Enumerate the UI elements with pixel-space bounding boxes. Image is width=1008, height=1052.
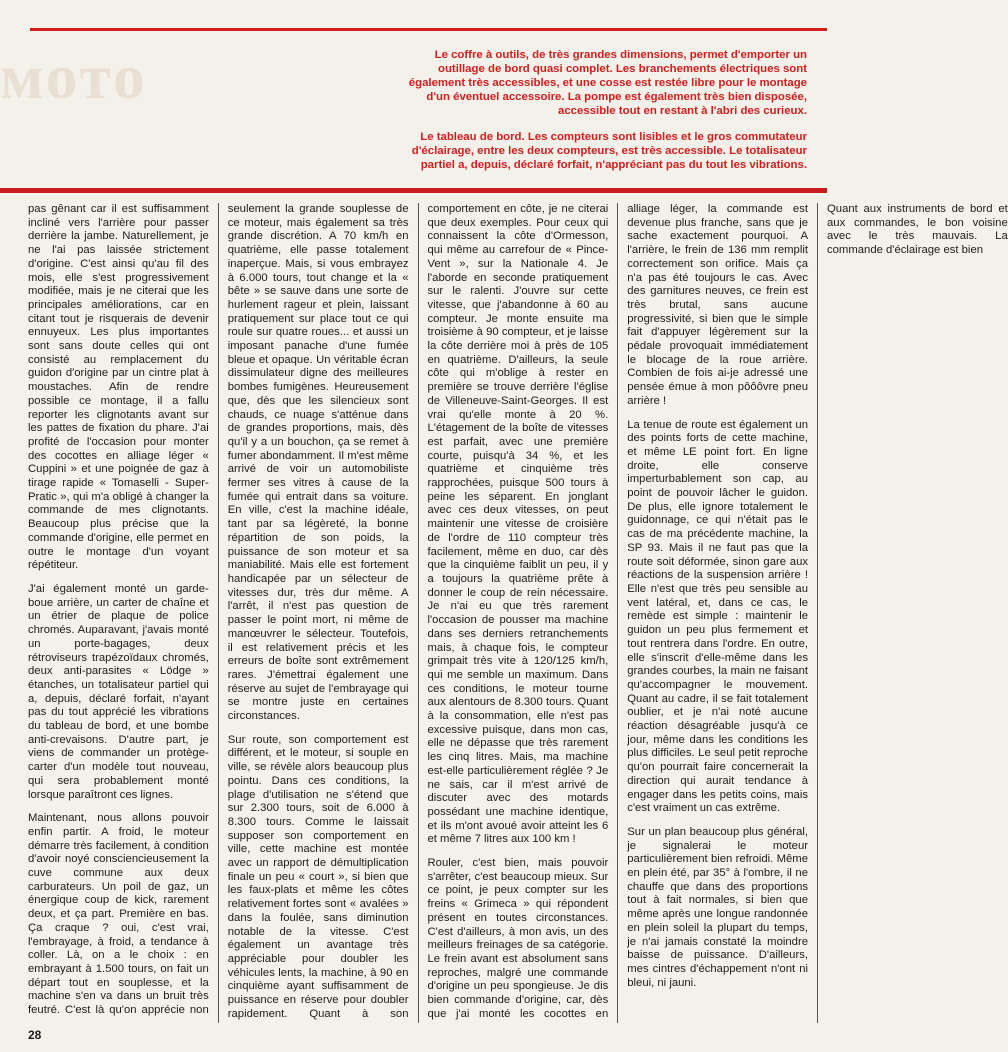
article-paragraph: J'ai également monté un garde-boue arrière, un carter de chaîne et un étrier de plaque de police chromés. Auparavant, j'avais monté un porte-bagages, deux rétroviseurs trapézoïdaux chromés, deux anti-parasites « Lödge » étanches, un totalisateur partiel qui a, depuis, déclaré forfait, n'ayant pas du tout apprécié les vibrations du tableau de bord, et une bombe anti-crevaisons. D'autre part, je viens de commander un protège-carter d'un modèle tout nouveau, qui sera probablement monté lorsque paraîtront ces lignes. — [28, 582, 209, 801]
article-body — [28, 203, 1008, 1023]
photo-bottom-band — [0, 188, 827, 193]
top-red-rule — [30, 28, 827, 31]
photo-caption-dashboard: Le tableau de bord. Les compteurs sont lisibles et le gros commutateur d'éclairage, entre les deux compteurs, est très accessible. Le totalisateur partiel a, depuis, déclaré forfait, n'appréciant pas du tout les vibrations. — [411, 131, 807, 171]
article-paragraph: Sur route, son comportement est différent, et le moteur, si souple en ville, se révèle alors beaucoup plus pointu. Dans ces conditions, la plage d'utilisation ne s'étend que sur 2.300 tours, soit de 6.000 à 8.300 tours. Comme le laissait supposer son comportement en ville, cette machine est montée avec un rapport de démultiplication finale un peu « court », si bien que les faux-plats et même les côtes relativement fortes sont « avalées » dans la foulée, sans diminution notable de la vitesse. C'est également un avantage très appréciable pour doubler les véhicules lents, la machine, à 90 en cinquième ayant suffisamment de puissance en réserve pour doubler rapidement. Quant à son comportement en côte, je ne citerai que deux exemples. Pour ceux qui connaissent la côte d'Ormesson, qui même au carrefour de « Pince-Vent », sur la Nationale 4. Je l'aborde en seconde pratiquement sur le ralenti. J'ouvre sur cette vitesse, que j'abandonne à 60 au compteur. Je monte ensuite ma troisième à 90 compteur, et je laisse la côte derrière moi à près de 105 en quatrième. D'ailleurs, la seule côte qui m'oblige à rester en première se trouve derrière l'église de Villeneuve-Saint-Georges. Il est vrai qu'elle monte à 20 %. L'étagement de la boîte de vitesses est parfait, avec une première courte, puisqu'à 34 %, et les quatrième et cinquième très rapprochées, puisque 500 tours à peine les séparent. En jonglant avec ces deux vitesses, on peut maintenir une vitesse de croisière de l'ordre de 110 compteur très facilement, même en duo, car dès que la cinquième faiblit un peu, il y a toujours la quatrième prête à donner le coup de rein nécessaire. Je n'ai eu que très rarement l'occasion de pousser ma machine dans ses derniers retranchements mais, à chaque fois, le compteur grimpait très vite à 120/125 km/h, qui me semble un maximum. Dans ces conditions, le moteur tourne aux alentours de 8.300 tours. Quant à la consommation, elle n'est pas excessive puisque, dans mon cas, elle ne dépasse que très rarement les cinq litres. Mais, ma machine est-elle particulièrement réglée ? Je ne sais, car il m'est arrivé de discuter avec des motards possédant une machine identique, et ils m'ont avoué avoir atteint les 6 et même 7 litres aux 100 km ! — [227, 203, 609, 1020]
photo-caption-tool-box: Le coffre à outils, de très grandes dimensions, permet d'emporter un outillage de bord quasi complet. Les branchements électriques sont également très accessibles, et une cosse est restée libre pour le montage d'un éventuel accessoire. La pompe est également très bien disposée, accessible tout en restant à l'abri des curieux. — [408, 49, 807, 117]
page-number: 28 — [28, 1028, 42, 1042]
article-paragraph: La tenue de route est également un des points forts de cette machine, et même LE point fort. En ligne droite, elle conserve imperturbablement son cap, au point de pouvoir lâcher le guidon. De plus, elle ignore totalement le guidonnage, ce qui n'était pas le cas de ma précédente machine, la SP 93. Mais il ne faut pas que la route soit déformée, sinon gare aux réactions de la suspension arrière ! Elle n'est que très peu sensible au vent latéral, et, dans ce cas, le remède est simple : maintenir le guidon un peu plus fermement et tout rentrera dans l'ordre. En outre, elle s'inscrit d'elle-même dans les grandes courbes, la main ne faisant qu'accompagner le mouvement. Quant au cadre, il se fait totalement oublier, et je n'ai noté aucune réaction désagréable jusqu'à ce jour, même dans les conditions les plus difficiles. Le seul petit reproche qu'on pourrait faire concernerait la direction qui aurait tendance à engager dans les petits coins, mais c'est vraiment un cas extrême. — [627, 418, 808, 815]
article-paragraph: Maintenant, nous allons pouvoir enfin partir. A froid, le moteur démarre très facilement, à condition d'avoir noyé consciencieusement la cuve commune aux deux carburateurs. Un poil de gaz, un énergique coup de kick, rarement deux, et ça part. Première en bas. Ça craque ? oui, c'est vrai, l'embrayage, à froid, a tendance à coller. Là, on a le choix : en embrayant à 1.500 tours, on fait un départ tout en souplesse, et la machine s'en va dans un bruit très feutré. C'est là qu'on apprécie non seulement la grande souplesse de ce moteur, mais également sa très grande discrétion. A 70 km/h en quatrième, elle passe totalement inaperçue. Mais, si vous embrayez à 6.000 tours, tout change et la « bête » se sauve dans une sorte de hurlement rageur et plein, laissant pratiquement sur place tout ce qui roule sur quatre roues... et aussi un imposant panache d'une fumée bleue et opaque. Un véritable écran dissimulateur digne des meilleures bombes fumigènes. Heureusement que, dès que les silencieux sont chauds, ce nuage s'atténue dans de grandes proportions, mais, dès qu'il y a un bouchon, ça se remet à fumer abondamment. Il m'est même arrivé de voir un automobiliste fermer ses vitres à cause de la fumée qui entrait dans sa voiture. En ville, c'est la machine idéale, tant par sa légèreté, la bonne répartition de son poids, la puissance de son moteur et sa maniabilité. Mais elle est fortement handicapée par un sélecteur de vitesses dur, très dur même. A l'arrêt, il n'est pas question de passer le point mort, ni même de manœuvrer le sélecteur. Toutefois, il est relativement précis et les erreurs de boîte sont extrêmement rares. J'émettrai également une réserve au sujet de l'embrayage qui se montre juste en certaines circonstances. — [28, 203, 409, 1017]
article-paragraph: Quant aux instruments de bord et aux commandes, le bon voisine avec le très mauvais. La commande d'éclairage est bien — [827, 203, 1008, 257]
photo-area: ᴍᴏᴛᴏ — [0, 41, 148, 112]
article-paragraph: Sur un plan beaucoup plus général, je signalerai le moteur particulièrement bien refroidi. Même en plein été, par 35° à l'ombre, il ne chauffe que dans des proportions tout à fait normales, si bien que même après une longue randonnée en plein soleil la plupart du temps, je n'ai jamais constaté la moindre baisse de puissance. D'ailleurs, mes cintres d'échappement n'ont ni bleui, ni jauni. — [627, 825, 808, 989]
article-paragraph: Rouler, c'est bien, mais pouvoir s'arrêter, c'est beaucoup mieux. Sur ce point, je peux compter sur les freins « Grimeca » qui répondent présent en toutes circonstances. C'est d'ailleurs, à mon avis, un des meilleurs freinages de sa catégorie. Le frein avant est absolument sans reproches, malgré une commande d'origine un peu spongieuse. Je dis bien commande d'origine, car, dès que j'ai monté les cocottes en alliage léger, la commande est devenue plus franche, sans que je sache exactement pourquoi. A l'arrière, le frein de 136 mm remplit correctement son orifice. Mais ça n'a pas été toujours le cas. Avec des garnitures neuves, ce frein est très brutal, sans aucune progressivité, si bien que le simple fait d'appuyer légèrement sur la pédale provoquait immédiatement le blocage de la roue arrière. Combien de fois ai-je adressé une pensée émue à mon pôôôvre pneu arrière ! — [427, 203, 808, 1020]
article-paragraph: pas gênant car il est suffisamment incliné vers l'arrière pour passer derrière la jambe. Naturellement, je ne l'ai pas laissée strictement d'origine. C'est ainsi qu'au fil des mois, elle s'est progressivement modifiée, mais je ne citerai que les principales améliorations, car en citant tout je risquerais de devenir ennuyeux. Les plus importantes sont sans doute celles qui ont consisté au remplacement du guidon d'origine par un cintre plat à moustaches. Afin de rendre possible ce montage, il a fallu reporter les clignotants avant sur les pattes de fixation du phare. J'ai profité de l'occasion pour monter des cocottes en alliage léger « Cuppini » et une poignée de gaz à tirage rapide « Tomaselli - Super-Pratic », qui m'a obligé à changer la commande de mes clignotants. Beaucoup plus précise que la commande d'origine, elle permet en outre le montage d'un voyant répétiteur. — [28, 203, 209, 572]
